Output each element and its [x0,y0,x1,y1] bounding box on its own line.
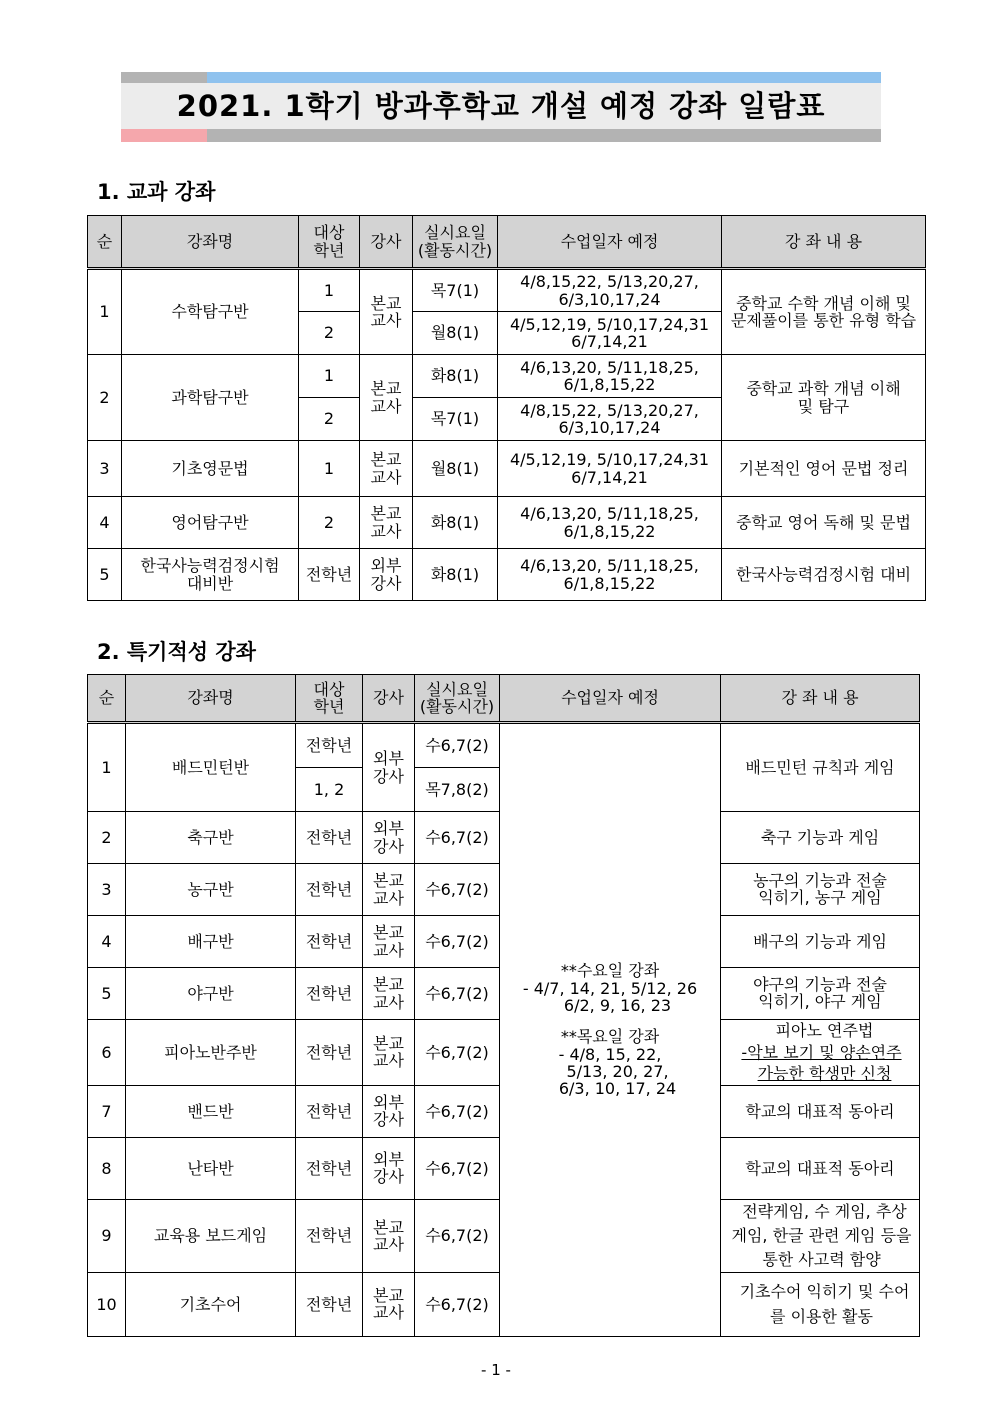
thu-schedule-line: 6/3, 10, 17, 24 [558,1079,677,1099]
header-content: 강 좌 내 용 [721,675,920,723]
thu-schedule-title: **목요일 강좌 [560,1027,660,1047]
dates: 4/5,12,19, 5/10,17,24,31 6/7,14,21 [498,312,722,355]
header-no: 순 [88,216,122,269]
teacher: 본교 교사 [360,355,413,441]
table-row [88,355,926,398]
subject-course-table [87,215,926,601]
course-name: 기초수어 [126,1272,296,1336]
row-no: 5 [88,549,122,601]
course-content: 기본적인 영어 문법 정리 [722,441,926,497]
header-teacher: 강사 [360,216,413,269]
table-row [88,441,926,497]
row-no: 4 [88,916,126,968]
course-name: 배드민턴반 [126,723,296,812]
header-no: 순 [88,675,126,723]
course-content: 배구의 기능과 게임 [721,916,920,968]
course-name: 난타반 [126,1137,296,1199]
course-content: 농구의 기능과 전술 익히기, 농구 게임 [721,864,920,916]
teacher: 외부 강사 [360,549,413,601]
grade: 2 [299,497,360,549]
row-no: 6 [88,1020,126,1086]
course-content: 중학교 영어 독해 및 문법 [722,497,926,549]
day: 화8(1) [413,497,498,549]
course-name: 한국사능력검정시험 대비반 [122,549,299,601]
header-content: 강 좌 내 용 [722,216,926,269]
teacher: 외부 강사 [363,723,415,812]
section1-heading: 1. 교과 강좌 [97,180,216,204]
day: 수6,7(2) [415,812,500,864]
day: 목7(1) [413,398,498,441]
page-number: - 1 - [481,1361,511,1379]
grade: 전학년 [296,723,363,768]
header-dates: 수업일자 예정 [500,675,721,723]
course-name: 축구반 [126,812,296,864]
grade: 전학년 [296,1272,363,1336]
table-row [88,497,926,549]
dates: 4/8,15,22, 5/13,20,27, 6/3,10,17,24 [498,269,722,312]
table-header-row [88,675,920,723]
day: 월8(1) [413,441,498,497]
teacher: 본교 교사 [363,1020,415,1086]
row-no: 1 [88,269,122,355]
course-name: 수학탐구반 [122,269,299,355]
row-no: 3 [88,864,126,916]
grade: 1, 2 [296,768,363,812]
grade: 2 [299,312,360,355]
teacher: 외부 강사 [363,1085,415,1137]
teacher: 본교 교사 [360,441,413,497]
teacher: 본교 교사 [360,269,413,355]
teacher: 본교 교사 [363,968,415,1020]
day: 화8(1) [413,355,498,398]
header-name: 강좌명 [126,675,296,723]
grade: 1 [299,269,360,312]
dates: 4/5,12,19, 5/10,17,24,31 6/7,14,21 [498,441,722,497]
grade: 전학년 [296,916,363,968]
special-course-table [87,674,920,1337]
row-no: 10 [88,1272,126,1336]
course-name: 야구반 [126,968,296,1020]
course-content: 중학교 수학 개념 이해 및 문제풀이를 통한 유형 학습 [722,269,926,355]
teacher: 외부 강사 [363,812,415,864]
course-content: 학교의 대표적 동아리 [721,1137,920,1199]
table-header-row [88,216,926,269]
row-no: 2 [88,812,126,864]
row-no: 3 [88,441,122,497]
wed-schedule-line: - 4/7, 14, 21, 5/12, 26 [522,978,698,998]
course-name: 교육용 보드게임 [126,1199,296,1272]
banner-stripe [121,129,207,142]
banner-stripe [121,72,207,83]
dates: 4/8,15,22, 5/13,20,27, 6/3,10,17,24 [498,398,722,441]
teacher: 본교 교사 [363,916,415,968]
course-name: 기초영문법 [122,441,299,497]
wed-schedule-line: 6/2, 9, 16, 23 [563,995,672,1015]
wed-schedule-title: **수요일 강좌 [560,961,660,981]
course-name: 농구반 [126,864,296,916]
day: 화8(1) [413,549,498,601]
day: 수6,7(2) [415,916,500,968]
day: 수6,7(2) [415,723,500,768]
day: 목7,8(2) [415,768,500,812]
row-no: 8 [88,1137,126,1199]
section2-heading: 2. 특기적성 강좌 [97,640,256,664]
course-content: 기초수어 익히기 및 수어 를 이용한 활동 [721,1272,920,1336]
course-content: 학교의 대표적 동아리 [721,1085,920,1137]
course-name: 배구반 [126,916,296,968]
grade: 전학년 [299,549,360,601]
row-no: 4 [88,497,122,549]
row-no: 2 [88,355,122,441]
grade: 전학년 [296,1199,363,1272]
thu-schedule-line: - 4/8, 15, 22, [558,1044,662,1064]
course-name: 피아노반주반 [126,1020,296,1086]
day: 수6,7(2) [415,1137,500,1199]
row-no: 7 [88,1085,126,1137]
grade: 1 [299,355,360,398]
teacher: 본교 교사 [363,864,415,916]
table-row [88,549,926,601]
day: 수6,7(2) [415,1020,500,1086]
header-teacher: 강사 [363,675,415,723]
table-row [88,269,926,312]
header-name: 강좌명 [122,216,299,269]
teacher: 본교 교사 [363,1199,415,1272]
course-content: 전략게임, 수 게임, 추상 게임, 한글 관련 게임 등을 통한 사고력 함양 [721,1199,920,1272]
course-content: 피아노 연주법 -악보 보기 및 양손연주 가능한 학생만 신청 [721,1020,920,1086]
schedule-dates [500,723,721,1337]
grade: 1 [299,441,360,497]
header-grade: 대상 학년 [296,675,363,723]
banner-stripe [207,72,881,83]
page-title: 2021. 1학기 방과후학교 개설 예정 강좌 일람표 [176,89,826,123]
table-row [88,723,920,768]
dates: 4/6,13,20, 5/11,18,25, 6/1,8,15,22 [498,549,722,601]
day: 수6,7(2) [415,864,500,916]
course-content: 중학교 과학 개념 이해 및 탐구 [722,355,926,441]
course-content: 야구의 기능과 전술 익히기, 야구 게임 [721,968,920,1020]
grade: 전학년 [296,1020,363,1086]
row-no: 9 [88,1199,126,1272]
row-no: 1 [88,723,126,812]
course-name: 밴드반 [126,1085,296,1137]
day: 목7(1) [413,269,498,312]
banner-stripe [207,129,881,142]
dates: 4/6,13,20, 5/11,18,25, 6/1,8,15,22 [498,497,722,549]
row-no: 5 [88,968,126,1020]
grade: 전학년 [296,1137,363,1199]
course-content: 한국사능력검정시험 대비 [722,549,926,601]
grade: 전학년 [296,968,363,1020]
teacher: 본교 교사 [360,497,413,549]
header-grade: 대상 학년 [299,216,360,269]
grade: 전학년 [296,812,363,864]
course-name: 영어탐구반 [122,497,299,549]
course-name: 과학탐구반 [122,355,299,441]
teacher: 외부 강사 [363,1137,415,1199]
teacher: 본교 교사 [363,1272,415,1336]
grade: 2 [299,398,360,441]
grade: 전학년 [296,1085,363,1137]
course-content: 축구 기능과 게임 [721,812,920,864]
day: 수6,7(2) [415,1085,500,1137]
day: 수6,7(2) [415,1272,500,1336]
day: 월8(1) [413,312,498,355]
title-banner [121,72,881,142]
header-day: 실시요일 (활동시간) [413,216,498,269]
course-content: 배드민턴 규칙과 게임 [721,723,920,812]
header-dates: 수업일자 예정 [498,216,722,269]
thu-schedule-line: 5/13, 20, 27, [566,1061,669,1081]
day: 수6,7(2) [415,1199,500,1272]
header-day: 실시요일 (활동시간) [415,675,500,723]
dates: 4/6,13,20, 5/11,18,25, 6/1,8,15,22 [498,355,722,398]
day: 수6,7(2) [415,968,500,1020]
grade: 전학년 [296,864,363,916]
